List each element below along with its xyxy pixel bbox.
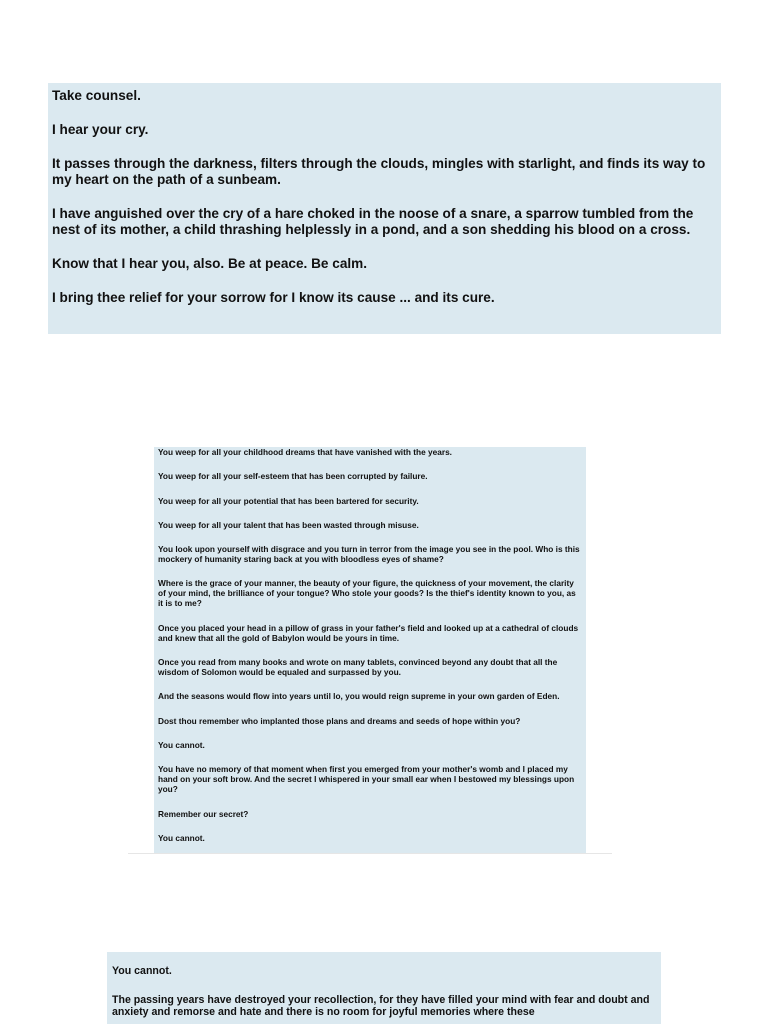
paragraph: Take counsel.	[52, 88, 141, 103]
text-block-weep	[154, 447, 586, 853]
paragraph: Dost thou remember who implanted those plans and dreams and seeds of hope within you?	[158, 715, 521, 726]
paragraph: You weep for all your talent that has been wasted through misuse.	[158, 519, 419, 530]
divider	[128, 853, 612, 854]
paragraph: The passing years have destroyed your recollection, for they have filled your mind with fear and doubt and anxiety and remorse and hate and there is no room for joyful memories where these	[112, 994, 650, 1018]
paragraph: And the seasons would flow into years until lo, you would reign supreme in your own garden of Eden.	[158, 691, 560, 702]
paragraph: Once you read from many books and wrote on many tablets, convinced beyond any doubt that all the wisdom of Solomon would be equaled and surpassed by you.	[158, 657, 558, 678]
paragraph: I hear your cry.	[52, 122, 149, 137]
paragraph: You weep for all your potential that has been bartered for security.	[158, 495, 419, 506]
paragraph: You cannot.	[112, 965, 172, 977]
paragraph: I have anguished over the cry of a hare choked in the noose of a snare, a sparrow tumbled from the nest of its mother, a child thrashing helplessly in a pond, and a son shedding his blood on a cross.	[52, 206, 694, 237]
paragraph: Where is the grace of your manner, the beauty of your figure, the quickness of your movement, the clarity of your mind, the brilliance of your tongue? Who stole your goods? Is the thief's identity known to you, as it is to me?	[158, 578, 576, 609]
paragraph: Know that I hear you, also. Be at peace. Be calm.	[52, 256, 368, 271]
paragraph: You cannot.	[158, 832, 205, 843]
paragraph: You weep for all your self-esteem that has been corrupted by failure.	[158, 471, 428, 482]
paragraph: It passes through the darkness, filters through the clouds, mingles with starlight, and finds its way to my heart on the path of a sunbeam.	[52, 156, 706, 187]
paragraph: I bring thee relief for your sorrow for I know its cause ... and its cure.	[52, 290, 495, 305]
paragraph: You look upon yourself with disgrace and you turn in terror from the image you see in the pool. Who is this mockery of humanity staring back at you with bloodless eyes of shame?	[158, 544, 580, 565]
paragraph: Remember our secret?	[158, 808, 249, 819]
paragraph: You cannot.	[158, 739, 205, 750]
paragraph: You have no memory of that moment when first you emerged from your mother's womb and I placed my hand on your soft brow. And the secret I whispered in your small ear when I bestowed my blessings upon you?	[158, 764, 575, 795]
text-block-counsel	[48, 83, 721, 334]
paragraph: You weep for all your childhood dreams that have vanished with the years.	[158, 447, 452, 457]
text-block-recollection	[107, 952, 661, 1024]
paragraph: Once you placed your head in a pillow of grass in your father's field and looked up at a cathedral of clouds and knew that all the gold of Babylon would be yours in time.	[158, 622, 579, 643]
